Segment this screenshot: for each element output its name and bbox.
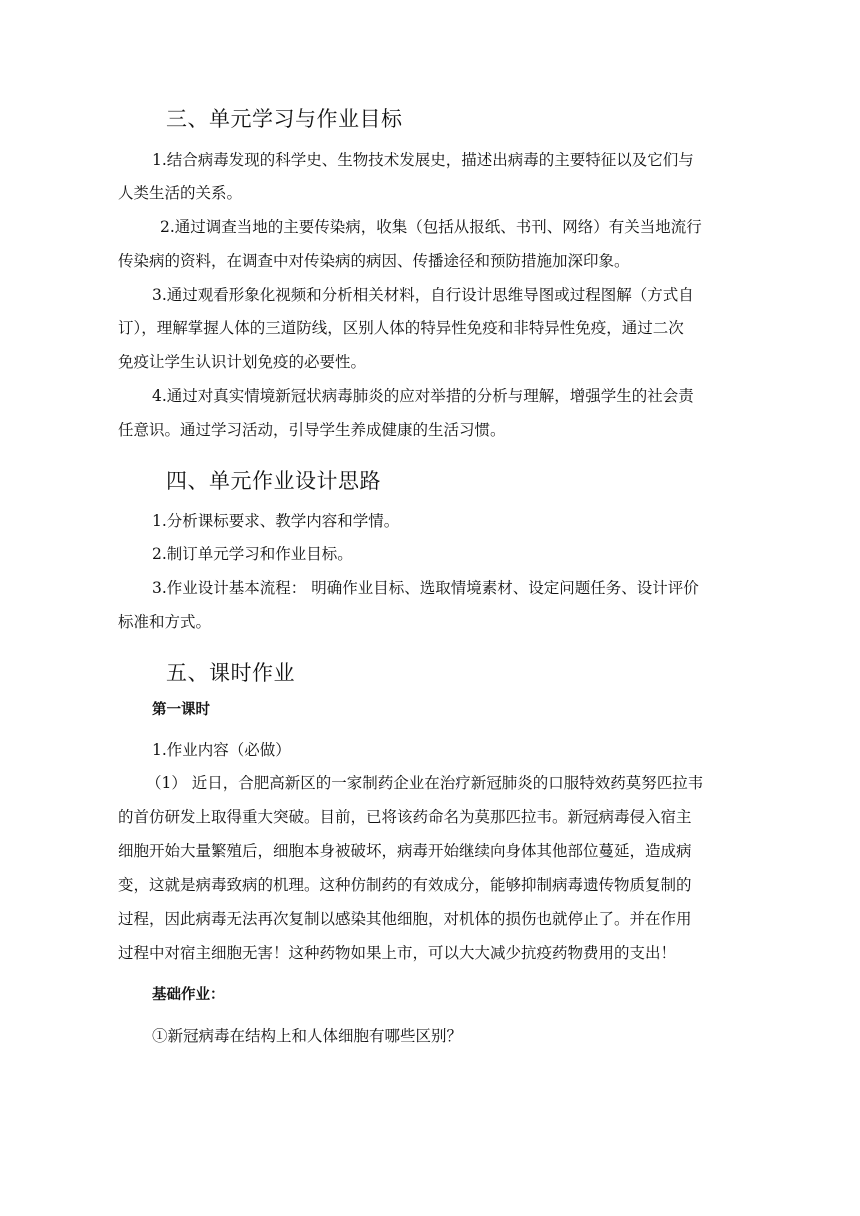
material-line-3: 细胞开始大量繁殖后，细胞本身被破坏，病毒开始继续向身体其他部位蔓延，造成病 — [118, 842, 692, 860]
section-heading-design: 四、单元作业设计思路 — [166, 469, 381, 493]
design-item-2: 2.制订单元学习和作业目标。 — [152, 545, 353, 563]
material-line-6: 过程中对宿主细胞无害！这种药物如果上市，可以大大减少抗疫药物费用的支出！ — [118, 944, 677, 962]
goal-1-line-2: 人类生活的关系。 — [118, 184, 243, 202]
goal-3-line-1: 3.通过观看形象化视频和分析相关材料，自行设计思维导图或过程图解（方式自 — [152, 286, 694, 304]
section-heading-homework: 五、课时作业 — [166, 661, 295, 685]
goal-4-line-1: 4.通过对真实情境新冠状病毒肺炎的应对举措的分析与理解，增强学生的社会责 — [152, 387, 694, 405]
basic-homework-title: 基础作业： — [152, 987, 225, 1003]
design-item-1: 1.分析课标要求、教学内容和学情。 — [152, 512, 400, 530]
goal-3-line-2: 订），理解掌握人体的三道防线，区别人体的特异性免疫和非特异性免疫，通过二次 — [118, 319, 684, 337]
design-item-3-line-1: 3.作业设计基本流程： 明确作业目标、选取情境素材、设定问题任务、设计评价 — [152, 579, 699, 597]
goal-4-line-2: 任意识。通过学习活动，引导学生养成健康的生活习惯。 — [118, 421, 506, 439]
goal-2-line-2: 传染病的资料，在调查中对传染病的病因、传播途径和预防措施加深印象。 — [118, 252, 630, 270]
goal-2-line-1: 2.通过调查当地的主要传染病，收集（包括从报纸、书刊、网络）有关当地流行 — [160, 218, 702, 236]
lesson-title: 第一课时 — [152, 702, 210, 718]
section-heading-goals: 三、单元学习与作业目标 — [166, 107, 403, 131]
design-item-3-line-2: 标准和方式。 — [118, 613, 212, 631]
homework-content-title: 1.作业内容（必做） — [152, 741, 291, 759]
question-1: ①新冠病毒在结构上和人体细胞有哪些区别？ — [152, 1027, 463, 1045]
material-line-2: 的首仿研发上取得重大突破。目前，已将该药命名为莫那匹拉韦。新冠病毒侵入宿主 — [118, 808, 692, 826]
goal-1-line-1: 1.结合病毒发现的科学史、生物技术发展史，描述出病毒的主要特征以及它们与 — [152, 151, 694, 169]
material-line-5: 过程，因此病毒无法再次复制以感染其他细胞，对机体的损伤也就停止了。并在作用 — [118, 910, 692, 928]
material-line-4: 变，这就是病毒致病的机理。这种仿制药的有效成分，能够抑制病毒遗传物质复制的 — [118, 876, 692, 894]
goal-3-line-3: 免疫让学生认识计划免疫的必要性。 — [118, 353, 367, 371]
material-line-1: （1） 近日，合肥高新区的一家制药企业在治疗新冠肺炎的口服特效药莫努匹拉韦 — [146, 774, 704, 792]
